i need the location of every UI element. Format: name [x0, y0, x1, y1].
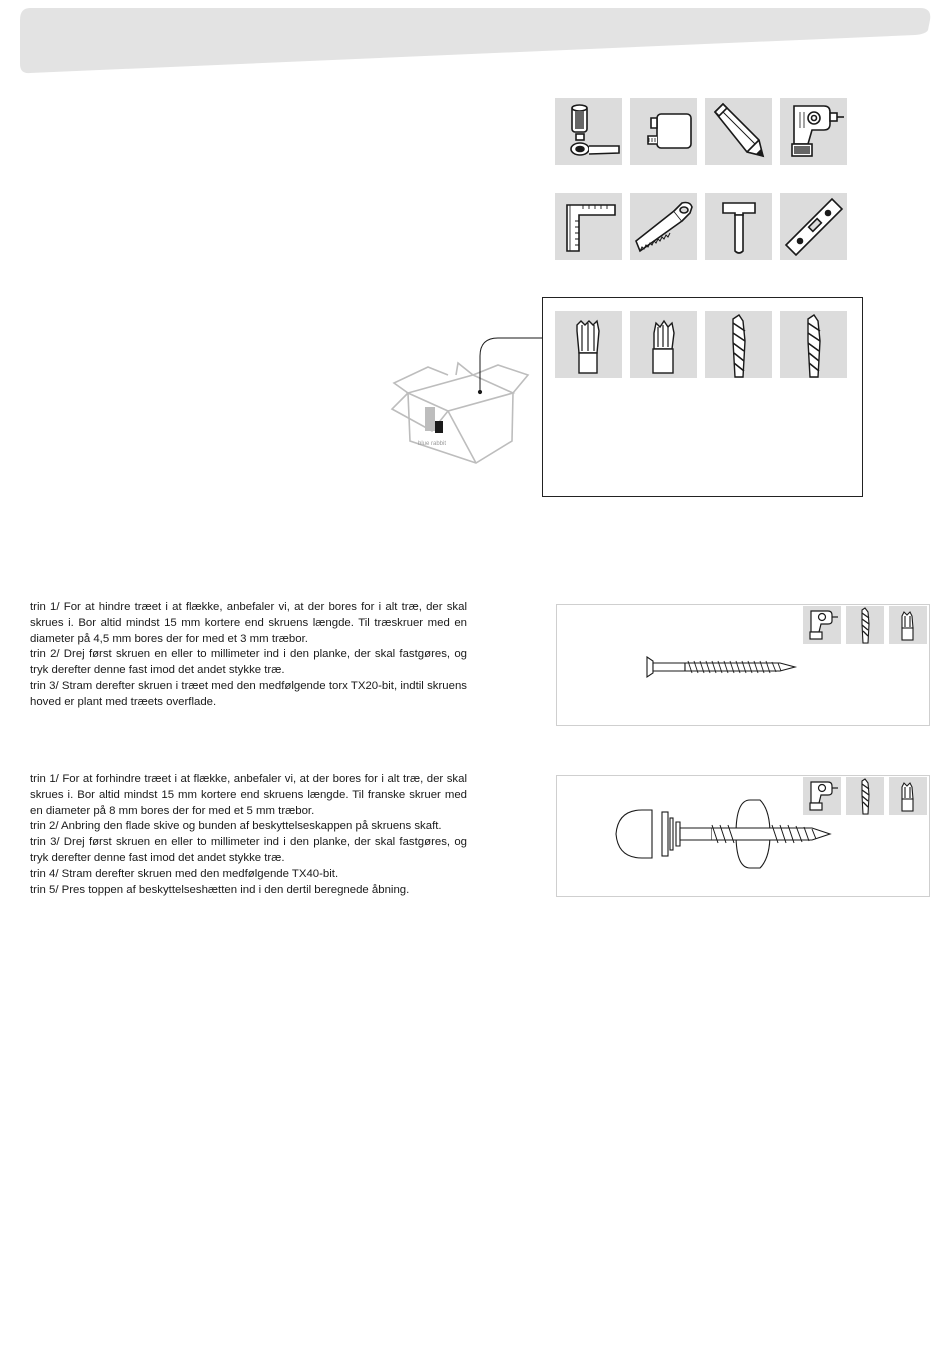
tape-measure-icon [630, 98, 697, 165]
lag-screw-with-cap-illustration [612, 798, 837, 870]
section-1-step-3: trin 3/ Stram derefter skruen i træet med den medfølgende torx TX20-bit, indtil skruens hoved er plant med træets overflade. [30, 679, 467, 708]
drill-bit-icon [846, 777, 884, 815]
section-2-step-2: trin 2/ Anbring den flade skive og bunden af beskyttelseskappen på skruens skaft. [30, 820, 442, 833]
header-band [0, 0, 950, 80]
section-2-step-3: trin 3/ Drej først skruen en eller to millimeter ind i den planke, der skal fastgøres, og tryk derefter denne fast imod det andet stykke træ. [30, 836, 467, 864]
section-2-instructions [30, 772, 467, 898]
wood-screw-illustration [640, 652, 800, 682]
hand-saw-icon [630, 193, 697, 260]
socket-wrench-icon [555, 98, 622, 165]
power-drill-icon [803, 606, 841, 644]
hammer-icon [705, 193, 772, 260]
power-drill-icon [780, 98, 847, 165]
leader-line [470, 330, 550, 400]
section-1-step-2: trin 2/ Drej først skruen en eller to millimeter ind i den planke, der skal fastgøres, og tryk derefter denne fast imod det andet stykke træ. [30, 648, 467, 677]
section-1-instructions [30, 600, 467, 711]
carpenter-square-icon [555, 193, 622, 260]
section-1-step-1: trin 1/ For at hindre træet i at flække, anbefaler vi, at der bores for i alt træ, der skal skrues i. Bor altid mindst 15 mm kortere end skruens længde. Til træskruer med en diameter på 4,5 mm bores der for med et 3 mm træbor. [30, 601, 467, 645]
drill-bit-icon [846, 606, 884, 644]
torx-bit-icon [889, 606, 927, 644]
spirit-level-icon [780, 193, 847, 260]
drill-bit-icon [705, 311, 772, 378]
box-logo-text: blue rabbit [418, 441, 447, 447]
torx-bit-icon [630, 311, 697, 378]
section-2-step-4: trin 4/ Stram derefter skruen med den medfølgende TX40-bit. [30, 867, 339, 880]
drill-bit-icon [780, 311, 847, 378]
torx-bit-icon [555, 311, 622, 378]
section-2-step-1: trin 1/ For at forhindre træet i at flække, anbefaler vi, at der bores for i alt træ, der skal skrues i. Bor altid mindst 15 mm kortere end skruens længde. Til franske skruer med en diameter på 8 mm bores der for med et 5 mm træbor. [30, 773, 467, 817]
section-2-step-5: trin 5/ Pres toppen af beskyttelseshætten ind i den dertil beregnede åbning. [30, 883, 410, 896]
torx-bit-icon [889, 777, 927, 815]
pencil-icon [705, 98, 772, 165]
